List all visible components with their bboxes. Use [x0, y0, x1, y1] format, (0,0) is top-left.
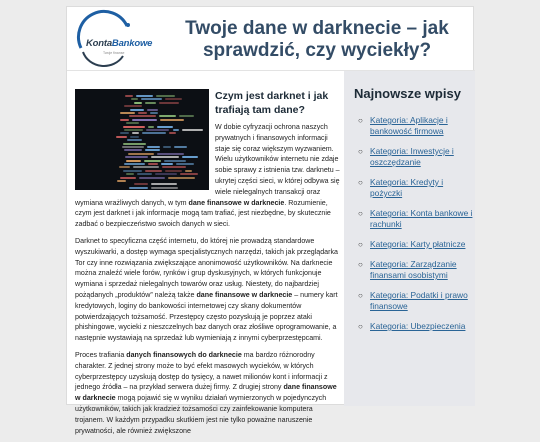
- code-line: [134, 183, 148, 185]
- code-line: [182, 156, 198, 158]
- code-line: [125, 156, 148, 158]
- code-line: [142, 132, 167, 134]
- code-line: [165, 98, 182, 100]
- logo-wordmark: KontaBankowe: [86, 38, 153, 49]
- recent-posts-list: [354, 115, 475, 332]
- code-line: [124, 129, 143, 131]
- code-line: [126, 122, 139, 124]
- code-line: [129, 187, 148, 189]
- code-line: [173, 129, 180, 131]
- code-line: [119, 166, 130, 168]
- circle-bullet-icon: ○: [358, 260, 363, 269]
- code-line: [182, 129, 203, 131]
- recent-post-item: [354, 208, 475, 230]
- code-line: [130, 136, 139, 138]
- code-line: [120, 119, 129, 121]
- code-line: [120, 177, 137, 179]
- code-line: [133, 166, 159, 168]
- code-line: [131, 98, 139, 100]
- circle-bullet-icon: ○: [358, 147, 363, 156]
- code-line: [123, 170, 142, 172]
- logo-tagline: Twoje finanse: [103, 51, 125, 55]
- code-line: [145, 102, 155, 104]
- code-line: [164, 160, 186, 162]
- recent-post-link[interactable]: Kategoria: Karty płatnicze: [370, 239, 466, 249]
- page-title: Twoje dane w darknecie – jak sprawdzić, czy wyciekły?: [185, 18, 449, 61]
- sidebar-title: Najnowsze wpisy: [354, 86, 461, 101]
- code-line: [156, 95, 175, 97]
- code-line: [122, 146, 144, 148]
- code-line: [176, 163, 193, 165]
- code-line: [145, 170, 162, 172]
- recent-post-item: [354, 146, 475, 168]
- code-line: [124, 149, 142, 151]
- code-line: [185, 170, 192, 172]
- code-line: [120, 132, 130, 134]
- code-line: [128, 153, 154, 155]
- code-line: [126, 173, 134, 175]
- page-container: [66, 6, 474, 435]
- recent-post-item: [354, 177, 475, 199]
- article-paragraph-3: Proces trafiania danych finansowych do darknecie ma bardzo różnorodny charakter. Z jednej strony może to być efekt masowych wycieków, w których cyberprzestępcy uzyskują dostęp do tysięcy, a nawet milionów kont i informacji z jednego źródła – na przykład serwera dużej firmy. Z drugiej strony dane finansowe w darknecie mogą pojawić się w wyniku działań wymierzonych w pojedynczych użytkowników, takich jak kradzież tożsamości czy zainfekowanie komputera trojanem. W każdym przypadku skutkiem jest nie tylko poważne naruszenie prywatności, ale również zwiększone: [75, 350, 337, 435]
- code-line: [123, 126, 145, 128]
- recent-post-link[interactable]: Kategoria: Aplikacje i bankowość firmowa: [370, 115, 448, 136]
- code-line: [155, 173, 177, 175]
- recent-post-item: [354, 290, 475, 312]
- code-line: [169, 132, 176, 134]
- code-line: [160, 119, 185, 121]
- code-line: [150, 112, 158, 114]
- recent-post-link[interactable]: Kategoria: Inwestycje i oszczędzanie: [370, 146, 454, 167]
- circle-bullet-icon: ○: [358, 178, 363, 187]
- code-line: [134, 102, 143, 104]
- code-line: [179, 115, 195, 117]
- code-line: [146, 129, 169, 131]
- darknet-code-image: [75, 89, 209, 190]
- recent-post-item: [354, 115, 475, 137]
- code-line: [139, 177, 165, 179]
- code-line: [174, 146, 187, 148]
- code-line: [165, 170, 182, 172]
- code-line: [147, 109, 158, 111]
- code-line: [132, 119, 157, 121]
- code-line: [145, 149, 160, 151]
- circle-bullet-icon: ○: [358, 291, 363, 300]
- code-line: [151, 156, 179, 158]
- circle-bullet-icon: ○: [358, 322, 363, 331]
- circle-bullet-icon: ○: [358, 240, 363, 249]
- code-line: [163, 146, 171, 148]
- code-line: [159, 115, 176, 117]
- code-line: [126, 160, 141, 162]
- site-header: [67, 7, 475, 71]
- code-line: [136, 95, 153, 97]
- recent-post-item: [354, 259, 475, 281]
- code-line: [127, 139, 142, 141]
- recent-post-link[interactable]: Kategoria: Konta bankowe i rachunki: [370, 208, 473, 229]
- recent-post-link[interactable]: Kategoria: Podatki i prawo finansowe: [370, 290, 468, 311]
- code-line: [124, 105, 142, 107]
- code-line: [117, 180, 126, 182]
- code-line: [157, 126, 173, 128]
- recent-post-link[interactable]: Kategoria: Kredyty i pożyczki: [370, 177, 444, 198]
- code-line: [123, 143, 146, 145]
- circle-bullet-icon: ○: [358, 209, 363, 218]
- code-line: [124, 163, 144, 165]
- code-line: [148, 163, 158, 165]
- article-content: [75, 89, 343, 442]
- code-line: [147, 146, 161, 148]
- code-line: [157, 153, 184, 155]
- code-line: [116, 136, 127, 138]
- recent-post-item: [354, 239, 475, 250]
- article-heading: Czym jest darknet i jak trafiają tam dane?: [215, 90, 329, 116]
- code-line: [144, 160, 161, 162]
- recent-post-link[interactable]: Kategoria: Ubezpieczenia: [370, 321, 466, 331]
- code-line: [161, 163, 174, 165]
- code-line: [162, 166, 186, 168]
- code-line: [137, 173, 152, 175]
- recent-post-item: [354, 321, 475, 332]
- code-line: [138, 112, 147, 114]
- code-line: [151, 183, 177, 185]
- code-line: [168, 177, 195, 179]
- code-line: [151, 187, 178, 189]
- article-paragraph-1: W dobie cyfryzacji ochrona naszych prywatnych i finansowych informacji staje się coraz większym wyzwaniem. Wielu użytkowników internetu nie zdaje sobie sprawy z istnienia tzw. darknetu – ukrytej części sieci, w której odbywa się wiele nielegalnych transakcji oraz wymiana wrażliwych danych, w tym dane finansowe w darknecie. Rozumienie, czym jest darknet i jak informacje mogą tam trafiać, jest niezbędne, by skutecznie zadbać o bezpieczeństwo swoich danych w sieci.: [75, 123, 340, 229]
- code-line: [132, 132, 138, 134]
- code-line: [148, 126, 154, 128]
- code-line: [159, 102, 180, 104]
- code-line: [130, 109, 144, 111]
- article-paragraph-2: Darknet to specyficzna część internetu, do której nie prowadzą standardowe wyszukiwarki, a dostęp wymaga specjalistycznych narzędzi, takich jak przeglądarka Tor czy inne rozwiązania zwiększające anonimowość użytkowników. Na darknecie można znaleźć wiele forów, rynków i grup dyskusyjnych, w których funkcjonuje wymiana i sprzedaż nielegalnych towarów oraz usług. Niestety, do najbardziej pożądanych „produktów” należą także dane finansowe w darknecie – numery kart kredytowych, loginy do bankowości internetowej czy skany dokumentów potwierdzających tożsamość. Przestępcy często pozyskują je poprzez ataki phishingowe, wycieki z nieszczelnych baz danych oraz złośliwe oprogramowanie, a następnie wystawiają na sprzedaż lub wymieniają z innymi cyberprzestępcami.: [75, 236, 338, 343]
- circle-bullet-icon: ○: [358, 116, 363, 125]
- site-logo[interactable]: [73, 14, 153, 64]
- code-line: [129, 115, 156, 117]
- code-line: [180, 173, 198, 175]
- code-line: [141, 98, 162, 100]
- code-line: [120, 112, 135, 114]
- code-line: [125, 95, 134, 97]
- recent-post-link[interactable]: Kategoria: Zarządzanie finansami osobistymi: [370, 259, 457, 280]
- sidebar-recent-posts: [344, 71, 475, 406]
